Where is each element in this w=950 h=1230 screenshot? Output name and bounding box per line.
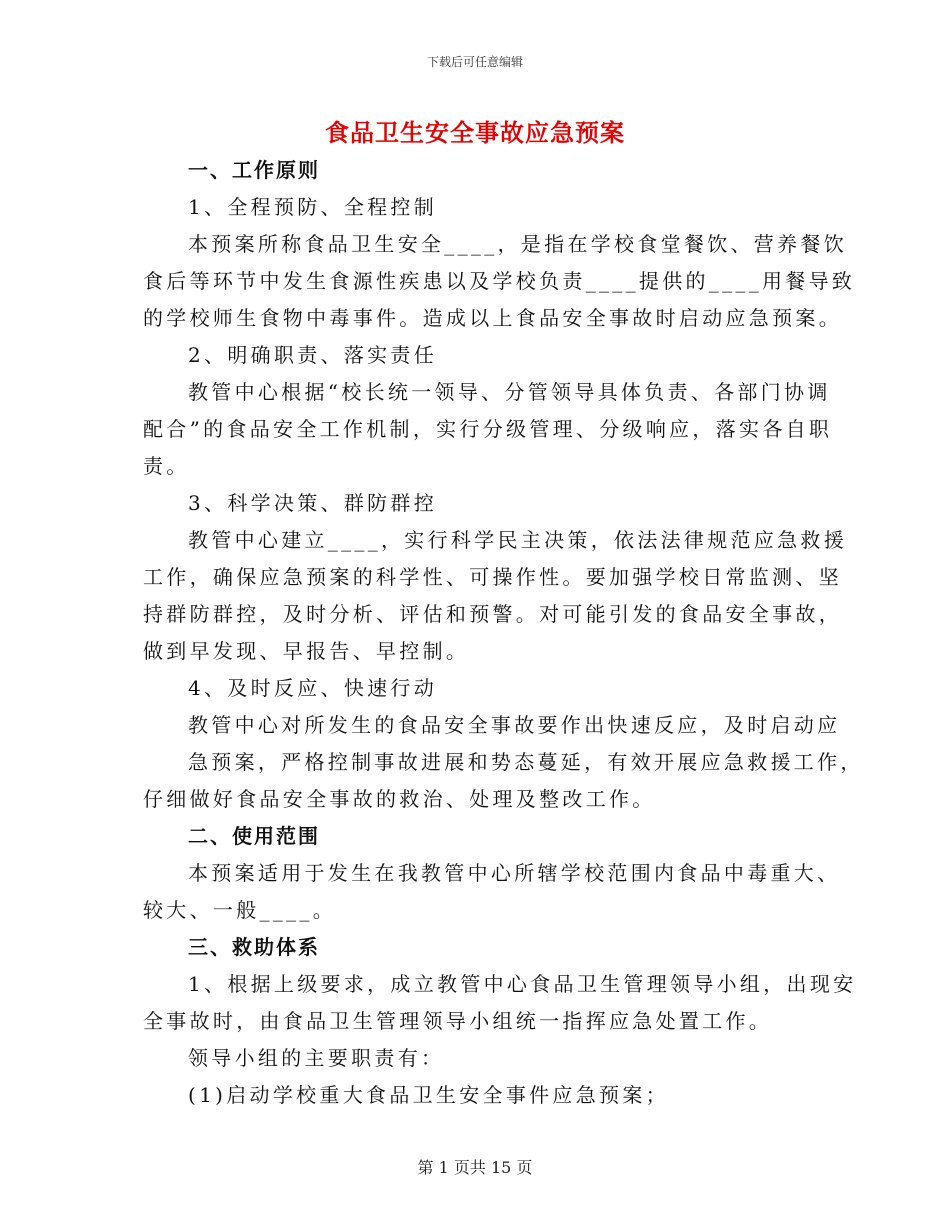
paragraph-line: 本预案适用于发生在我教管中心所辖学校范围内食品中毒重大、: [188, 861, 841, 885]
paragraph-line: 食后等环节中发生食源性疾患以及学校负责____提供的____用餐导致: [143, 269, 856, 293]
paragraph-line: 配合”的食品安全工作机制，实行分级管理、分级响应，落实各自职: [143, 417, 833, 441]
page-number: 第 1 页共 15 页: [417, 1158, 533, 1177]
paragraph-line: 持群防群控，及时分析、评估和预警。对可能引发的食品安全事故，: [143, 602, 842, 626]
paragraph-line: 较大、一般____。: [143, 898, 336, 922]
subheading-decision: 3、科学决策、群防群控: [188, 491, 438, 515]
paragraph-line: 做到早发现、早报告、早控制。: [143, 639, 470, 663]
page-header: 下载后可任意编辑: [426, 55, 523, 69]
paragraph-line: 全事故时，由食品卫生管理领导小组统一指挥应急处置工作。: [143, 1009, 773, 1033]
document-title: 食品卫生安全事故应急预案: [325, 118, 625, 147]
paragraph-line: 工作，确保应急预案的科学性、可操作性。要加强学校日常监测、坚: [143, 565, 842, 589]
subheading-prevention: 1、全程预防、全程控制: [188, 195, 438, 219]
list-item: (1)启动学校重大食品卫生安全事件应急预案；: [188, 1083, 669, 1107]
paragraph-line: 教管中心对所发生的食品安全事故要作出快速反应，及时启动应: [188, 713, 841, 737]
paragraph-line: 的学校师生食物中毒事件。造成以上食品安全事故时启动应急预案。: [143, 306, 842, 330]
section-heading-principles: 一、工作原则: [188, 158, 320, 182]
subheading-response: 4、及时反应、快速行动: [188, 676, 438, 700]
paragraph-line: 急预案，严格控制事故进展和势态蔓延，有效开展应急救援工作，: [188, 750, 864, 774]
paragraph-line: 仔细做好食品安全事故的救治、处理及整改工作。: [143, 787, 656, 811]
paragraph-line: 1、根据上级要求，成立教管中心食品卫生管理领导小组，出现安: [188, 972, 857, 996]
paragraph-line: 教管中心根据“校长统一领导、分管领导具体负责、各部门协调: [188, 380, 831, 404]
paragraph-line: 责。: [143, 454, 190, 478]
subheading-responsibility: 2、明确职责、落实责任: [188, 343, 438, 367]
section-heading-rescue-system: 三、救助体系: [188, 935, 320, 959]
paragraph-line: 教管中心建立____，实行科学民主决策，依法法律规范应急救援: [188, 528, 847, 552]
paragraph-line: 领导小组的主要职责有：: [188, 1046, 445, 1070]
section-heading-scope: 二、使用范围: [188, 824, 320, 848]
paragraph-line: 本预案所称食品卫生安全____，是指在学校食堂餐饮、营养餐饮: [188, 232, 847, 256]
